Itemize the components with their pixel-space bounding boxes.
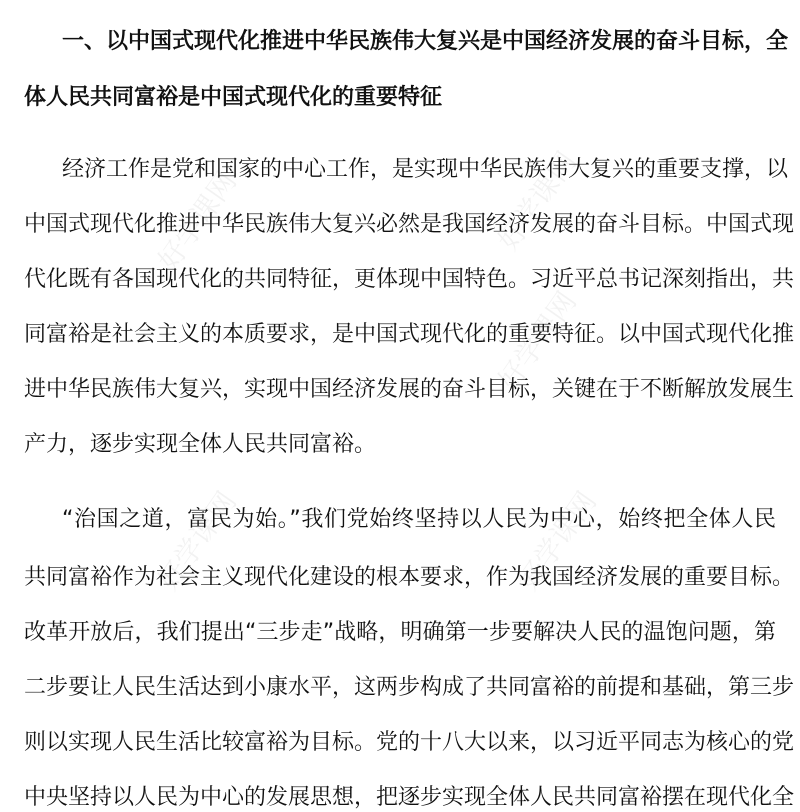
text-line: 改革开放后，我们提出“三步走”战略，明确第一步要解决人民的温饱问题，第 — [24, 620, 776, 645]
text-line: 代化既有各国现代化的共同特征，更体现中国特色。习近平总书记深刻指出，共 — [24, 267, 795, 292]
text-line: 二步要让人民生活达到小康水平，这两步构成了共同富裕的前提和基础，第三步 — [24, 675, 795, 700]
heading-line: 一、以中国式现代化推进中华民族伟大复兴是中国经济发展的奋斗目标，全 — [62, 29, 789, 54]
watermark: 好学课网 — [491, 145, 583, 257]
text-line: 共同富裕作为社会主义现代化建设的根本要求，作为我国经济发展的重要目标。 — [24, 565, 795, 590]
text-line: 中国式现代化推进中华民族伟大复兴必然是我国经济发展的奋斗目标。中国式现 — [24, 212, 795, 237]
text-line: 进中华民族伟大复兴，实现中国经济发展的奋斗目标，关键在于不断解放发展生 — [24, 377, 795, 402]
heading-line: 体人民共同富裕是中国式现代化的重要特征 — [24, 85, 443, 110]
watermark: 好学课网 — [511, 485, 603, 597]
text-line: “治国之道，富民为始。”我们党始终坚持以人民为中心，始终把全体人民 — [62, 507, 776, 532]
text-line: 产力，逐步实现全体人民共同富裕。 — [24, 432, 377, 457]
text-line: 经济工作是党和国家的中心工作，是实现中华民族伟大复兴的重要支撑，以 — [62, 157, 789, 182]
watermark: 好学课网 — [151, 485, 243, 597]
text-line: 中央坚持以人民为中心的发展思想，把逐步实现全体人民共同富裕摆在现代化全 — [24, 785, 795, 810]
text-line: 则以实现人民生活比较富裕为目标。党的十八大以来，以习近平同志为核心的党 — [24, 730, 795, 755]
text-line: 同富裕是社会主义的本质要求，是中国式现代化的重要特征。以中国式现代化推 — [24, 322, 795, 347]
watermark: 好学课网 — [151, 165, 243, 277]
watermark: 好学课网 — [491, 285, 583, 397]
